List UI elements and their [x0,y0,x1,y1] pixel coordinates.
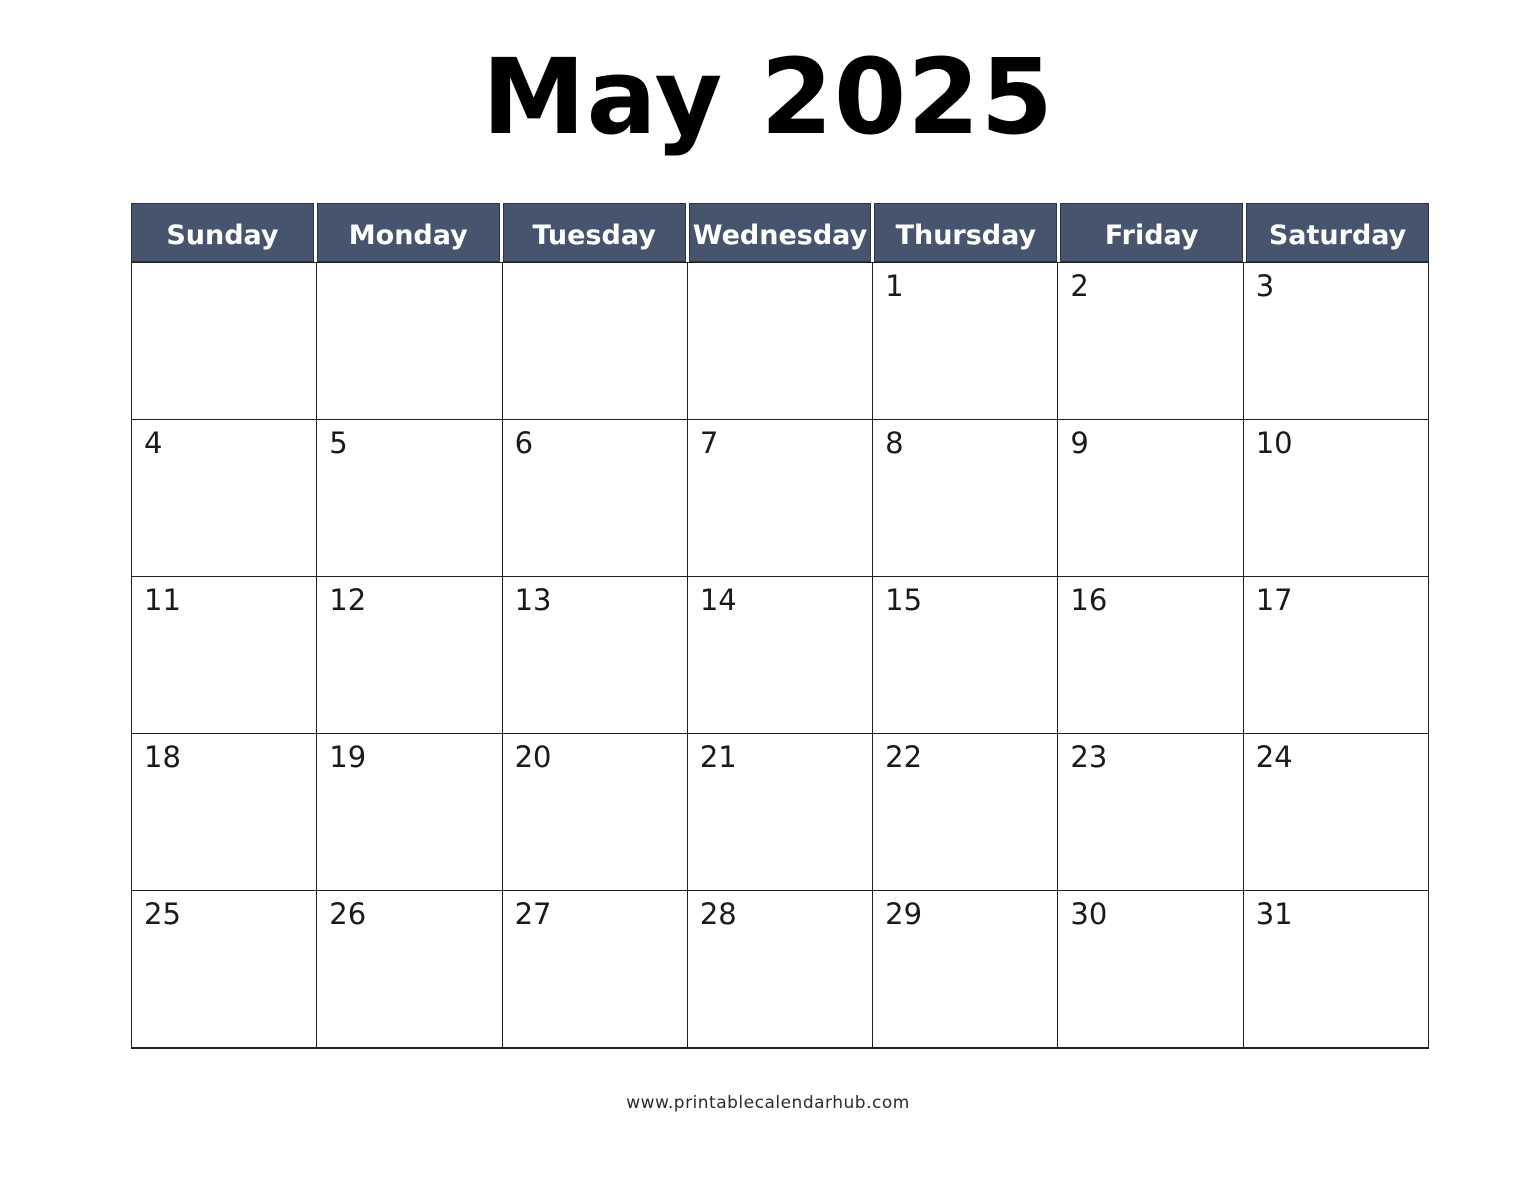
day-number [317,263,501,269]
day-cell [503,577,687,733]
day-cell [132,891,316,1047]
day-cell [1244,577,1428,733]
day-cell [688,420,872,576]
day-cell [873,420,1057,576]
day-number: 18 [144,739,181,774]
day-number: 21 [699,739,737,774]
day-number: 5 [329,425,348,460]
day-cell [1244,420,1428,576]
day-number: 29 [885,896,923,931]
weekday-header-sunday: Sunday [131,203,314,262]
day-cell [317,263,501,419]
day-cell [1058,263,1242,419]
page-title: May 2025 [482,36,1054,158]
day-cell [688,734,872,890]
day-cell [688,891,872,1047]
weekday-header-thursday: Thursday [874,203,1057,262]
day-cell [132,263,316,419]
day-number: 20 [514,739,552,774]
day-cell [688,263,872,419]
day-cell [1058,891,1242,1047]
day-cell [503,734,687,890]
day-number: 12 [329,582,367,617]
day-cell [688,577,872,733]
day-number: 8 [885,425,904,460]
day-cell [873,891,1057,1047]
day-cell [1244,263,1428,419]
day-number [132,263,316,269]
day-cell [1244,891,1428,1047]
day-cell [317,577,501,733]
day-cell [873,734,1057,890]
weekday-header-row [131,203,1429,262]
day-cell [132,420,316,576]
footer-url: www.printablecalendarhub.com [626,1092,910,1113]
weekday-header-wednesday: Wednesday [689,203,872,262]
day-number: 3 [1255,268,1275,303]
day-number: 25 [144,896,181,931]
day-number: 15 [885,582,923,617]
weekday-header-monday: Monday [317,203,500,262]
day-cell [317,734,501,890]
day-cell [317,420,501,576]
day-number: 23 [1070,739,1108,774]
day-number: 9 [1070,425,1089,460]
day-cell [1058,734,1242,890]
day-cell [873,263,1057,419]
day-number: 30 [1070,896,1108,931]
day-number: 13 [514,582,552,617]
day-number: 4 [144,425,163,460]
day-cell [503,263,687,419]
day-number [503,263,687,269]
day-cell [1058,577,1242,733]
day-number: 19 [329,739,367,774]
day-number: 24 [1255,739,1293,774]
day-number: 27 [514,896,552,931]
day-number: 31 [1255,896,1293,931]
day-number: 2 [1070,268,1089,303]
day-number: 7 [699,425,719,460]
day-number: 10 [1255,425,1293,460]
weekday-header-friday: Friday [1060,203,1243,262]
day-cell [132,577,316,733]
weekday-header-saturday: Saturday [1246,203,1429,262]
day-number: 11 [144,582,181,617]
day-number [688,263,872,269]
day-number: 1 [885,268,904,303]
day-number: 26 [329,896,367,931]
day-cell [1244,734,1428,890]
day-cell [132,734,316,890]
day-cell [317,891,501,1047]
calendar [131,203,1429,1049]
day-cell [503,891,687,1047]
day-cell [1058,420,1242,576]
date-grid [131,262,1429,1049]
day-number: 17 [1255,582,1293,617]
day-cell [503,420,687,576]
day-number: 28 [699,896,737,931]
day-cell [873,577,1057,733]
day-number: 16 [1070,582,1108,617]
day-number: 14 [699,582,737,617]
day-number: 22 [885,739,923,774]
day-number: 6 [514,425,534,460]
weekday-header-tuesday: Tuesday [503,203,686,262]
